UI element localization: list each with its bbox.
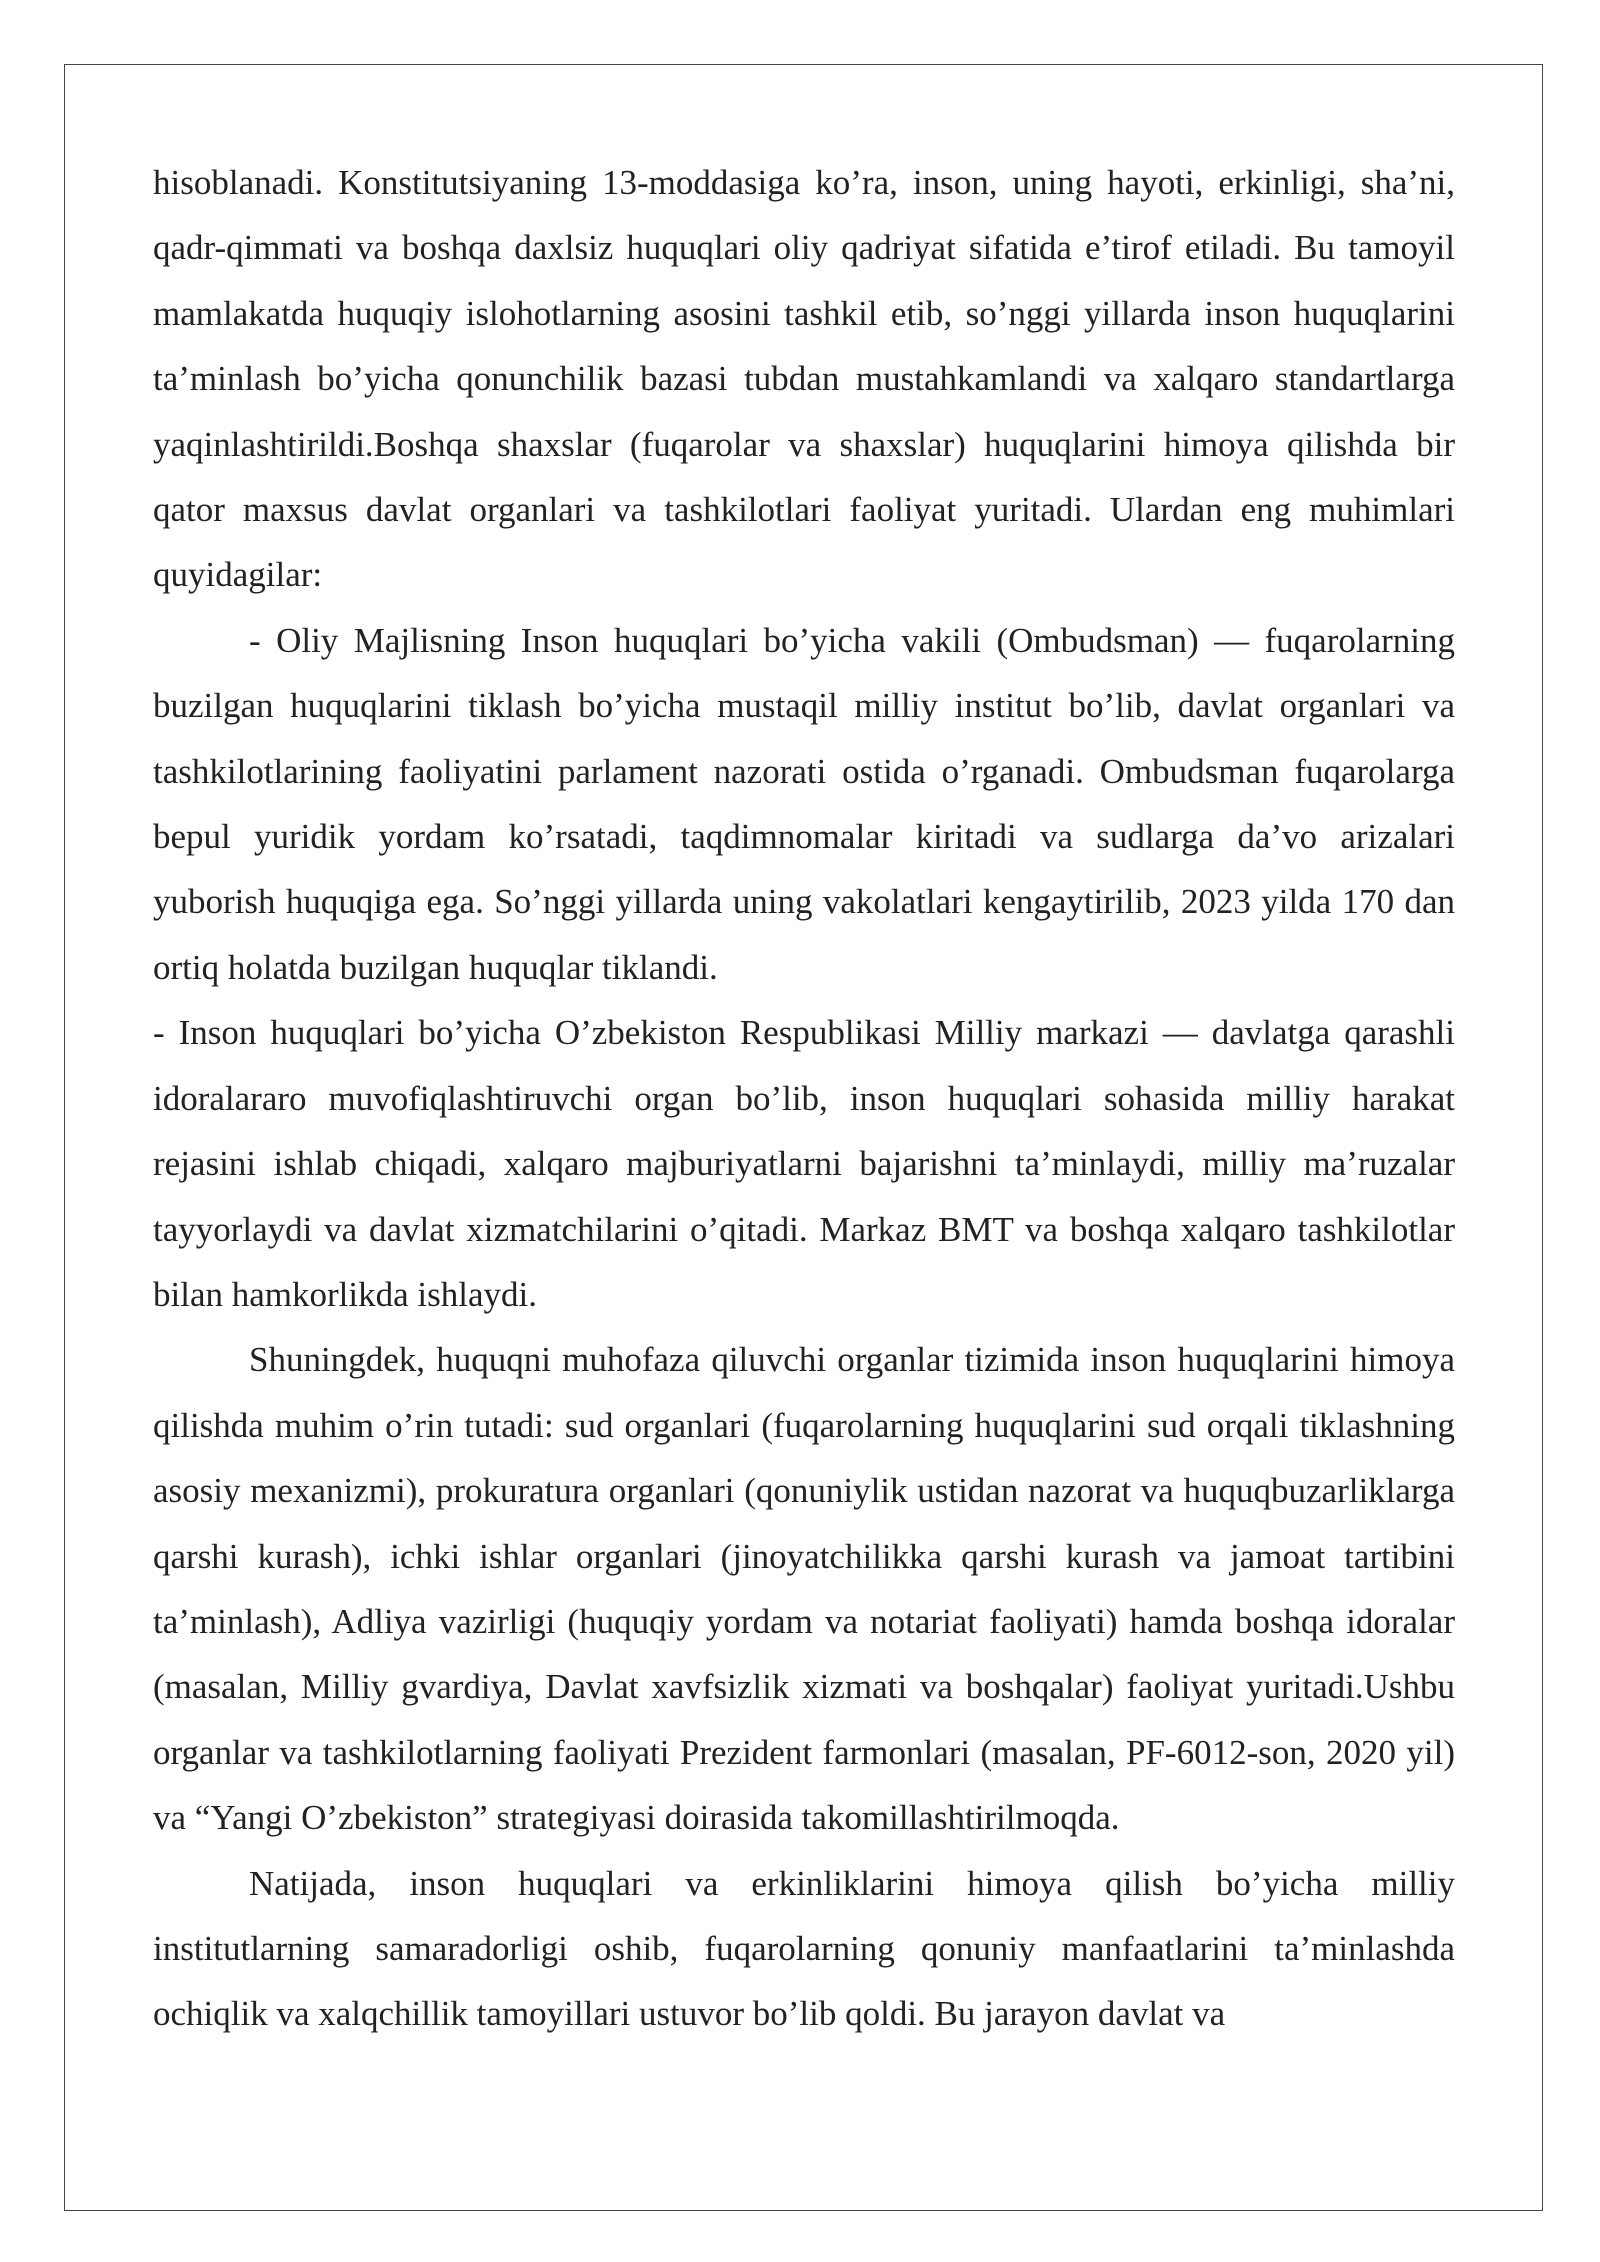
paragraph-5-conclusion: Natijada, inson huquqlari va erkinliklarini himoya qilish bo’yicha milliy institutlarning samaradorligi oshib, fuqarolarning qonuniy manfaatlarini ta’minlashda ochiqlik va xalqchillik tamoyillari ustuvor bo’lib qoldi. Bu jarayon davlat va [153,1863,1455,2034]
paragraph-3-national-centre: - Inson huquqlari bo’yicha O’zbekiston Respublikasi Milliy markazi — davlatga qarashli idoralararo muvofiqlashtiruvchi organ bo’lib, inson huquqlari sohasida milliy harakat rejasini ishlab chiqadi, xalqaro majburiyatlarni bajarishni ta’minlaydi, milliy ma’ruzalar tayyorlaydi va davlat xizmatchilarini o’qitadi. Markaz BMT va boshqa xalqaro tashkilotlar bilan hamkorlikda ishlaydi. [153,1013,1455,1314]
paragraph-1: hisoblanadi. Konstitutsiyaning 13-moddasiga ko’ra, inson, uning hayoti, erkinligi, sha’ni, qadr-qimmati va boshqa daxlsiz huquqlari oliy qadriyat sifatida e’tirof etiladi. Bu tamoyil mamlakatda huquqiy islohotlarning asosini tashkil etib, so’nggi yillarda inson huquqlarini ta’minlash bo’yicha qonunchilik bazasi tubdan mustahkamlandi va xalqaro standartlarga yaqinlashtirildi.Boshqa shaxslar (fuqarolar va shaxslar) huquqlarini himoya qilishda bir qator maxsus davlat organlari va tashkilotlari faoliyat yuritadi. Ulardan eng muhimlari quyidagilar: [153,163,1455,595]
document-body [153,150,1455,2047]
paragraph-2-ombudsman: - Oliy Majlisning Inson huquqlari bo’yicha vakili (Ombudsman) — fuqarolarning buzilgan huquqlarini tiklash bo’yicha mustaqil milliy institut bo’lib, davlat organlari va tashkilotlarining faoliyatini parlament nazorati ostida o’rganadi. Ombudsman fuqarolarga bepul yuridik yordam ko’rsatadi, taqdimnomalar kiritadi va sudlarga da’vo arizalari yuborish huquqiga ega. So’nggi yillarda uning vakolatlari kengaytirilib, 2023 yilda 170 dan ortiq holatda buzilgan huquqlar tiklandi. [153,620,1455,987]
paragraph-4-law-enforcement: Shuningdek, huquqni muhofaza qiluvchi organlar tizimida inson huquqlarini himoya qilishda muhim o’rin tutadi: sud organlari (fuqarolarning huquqlarini sud orqali tiklashning asosiy mexanizmi), prokuratura organlari (qonuniylik ustidan nazorat va huquqbuzarliklarga qarshi kurash), ichki ishlar organlari (jinoyatchilikka qarshi kurash va jamoat tartibini ta’minlash), Adliya vazirligi (huquqiy yordam va notariat faoliyati) hamda boshqa idoralar (masalan, Milliy gvardiya, Davlat xavfsizlik xizmati va boshqalar) faoliyat yuritadi.Ushbu organlar va tashkilotlarning faoliyati Prezident farmonlari (masalan, PF-6012-son, 2020 yil) va “Yangi O’zbekiston” strategiyasi doirasida takomillashtirilmoqda. [153,1340,1455,1838]
